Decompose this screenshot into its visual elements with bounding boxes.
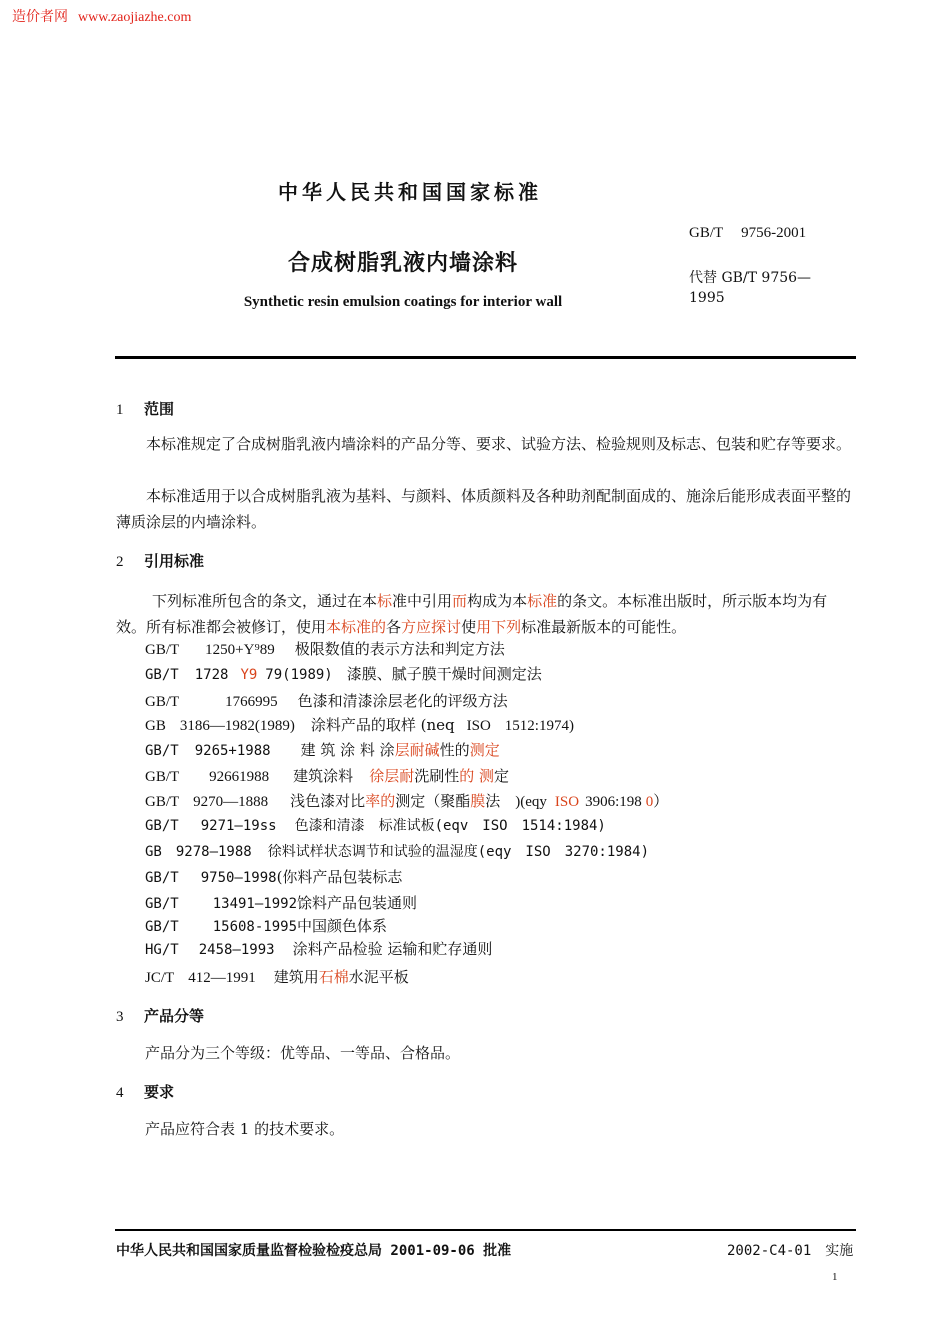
reference-title: 涂料产品检验 运输和贮存通则 bbox=[292, 940, 493, 958]
reference-title-highlight: 层耐碱 bbox=[394, 741, 440, 759]
reference-item bbox=[145, 638, 505, 659]
reference-item bbox=[145, 915, 387, 936]
reference-title: 色漆和清漆涂层老化的评级方法 bbox=[297, 692, 508, 710]
text-run: 各 bbox=[386, 618, 402, 636]
reference-title: 馀料产品包装通则 bbox=[297, 894, 418, 912]
reference-number-highlight: Y9 bbox=[240, 667, 258, 683]
highlight-run: 标准 bbox=[527, 592, 558, 610]
text-run: 的条文。本标准出版时，所示版本均为有效。所有标准都会被修订，使用 bbox=[116, 592, 828, 636]
reference-iso-highlight: 0 bbox=[645, 794, 654, 810]
reference-title: ） bbox=[653, 792, 669, 810]
page-number: 1 bbox=[832, 1271, 838, 1283]
reference-item bbox=[145, 938, 492, 959]
footer-divider bbox=[115, 1229, 856, 1231]
reference-code: GB/T bbox=[145, 919, 179, 935]
replaces-line-1: 代替 GB/T 9756— bbox=[689, 270, 812, 286]
reference-code: GB/T bbox=[145, 818, 179, 834]
reference-title: 极限数值的表示方法和判定方法 bbox=[294, 640, 505, 658]
reference-item bbox=[145, 892, 417, 913]
section-title: 引用标准 bbox=[144, 552, 205, 570]
reference-code: GB/T bbox=[145, 642, 180, 658]
reference-title: 测定（聚酯 bbox=[395, 792, 471, 810]
reference-number: 13491—1992 bbox=[212, 896, 298, 912]
section-heading-2 bbox=[116, 550, 204, 571]
reference-title-highlight: 的 测 bbox=[459, 767, 494, 785]
reference-code: GB/T bbox=[145, 794, 180, 810]
reference-number: 412—1991 bbox=[188, 970, 256, 986]
highlight-run: 用下列 bbox=[476, 618, 522, 636]
implementation-date: 2002-C4-01 实施 bbox=[727, 1243, 854, 1259]
reference-number: 79(1989) bbox=[265, 667, 333, 683]
approval-statement: 中华人民共和国国家质量监督检验检疫总局 2001-09-06 批准 bbox=[116, 1243, 512, 1259]
reference-number: 1250+Y⁹89 bbox=[205, 642, 275, 658]
standard-number: 9756-2001 bbox=[741, 225, 807, 241]
references-intro-paragraph bbox=[116, 588, 856, 640]
reference-number: 15608-1995 bbox=[212, 919, 298, 935]
watermark-url[interactable]: www.zaojiazhe.com bbox=[78, 10, 192, 25]
section-heading-1 bbox=[116, 398, 174, 419]
reference-code: GB/T bbox=[145, 870, 179, 886]
reference-code: GB/T bbox=[145, 896, 179, 912]
reference-item bbox=[145, 815, 606, 835]
section-number: 2 bbox=[116, 554, 124, 570]
reference-code: GB/T bbox=[145, 667, 179, 683]
reference-title: 色漆和清漆 标准试板(eqv ISO 1514:1984) bbox=[294, 818, 606, 834]
section-title: 范围 bbox=[144, 400, 175, 418]
reference-number: 1766995 bbox=[225, 694, 278, 710]
reference-title: 漆膜、腻子膜干燥时间测定法 bbox=[346, 665, 542, 683]
reference-code: JC/T bbox=[145, 970, 175, 986]
reference-number: 9271—19ss bbox=[200, 818, 277, 834]
document-title: 合成树脂乳液内墙涂料 bbox=[287, 251, 518, 276]
reference-item bbox=[145, 765, 509, 786]
reference-title: 徐料试样状态调节和试验的温湿度(eqy ISO 3270:1984) bbox=[267, 844, 650, 860]
reference-code: GB/T bbox=[145, 769, 180, 785]
watermark bbox=[12, 6, 191, 26]
section-number: 1 bbox=[116, 402, 124, 418]
standard-code bbox=[689, 225, 806, 242]
section-heading-3 bbox=[116, 1005, 204, 1026]
reference-iso-number: 1512:1974) bbox=[504, 718, 574, 734]
reference-number: 92661988 bbox=[209, 769, 270, 785]
reference-code: GB/T bbox=[145, 694, 180, 710]
highlight-run: 方应探讨 bbox=[401, 618, 462, 636]
reference-title-highlight: 徐层耐 bbox=[369, 767, 415, 785]
reference-code: GB bbox=[145, 718, 166, 734]
header-divider bbox=[115, 356, 856, 359]
reference-title: 水泥平板 bbox=[348, 968, 409, 986]
reference-title: 建筑涂料 bbox=[293, 767, 354, 785]
text-run: 下列标准所包含的条文，通过在本 bbox=[152, 592, 378, 610]
requirements-paragraph: 产品应符合表 1 的技术要求。 bbox=[145, 1120, 345, 1138]
reference-number: 3186—1982(1989) bbox=[179, 718, 295, 734]
highlight-run: 本标准的 bbox=[326, 618, 387, 636]
org-title: 中华人民共和国国家标准 bbox=[278, 180, 542, 204]
reference-title: 法 )(eqy bbox=[485, 794, 547, 810]
highlight-run: 标 bbox=[377, 592, 393, 610]
reference-number: 9278—1988 bbox=[175, 844, 252, 860]
reference-title: 涂料产品的取样 (neq bbox=[310, 716, 455, 734]
text-run: 使 bbox=[461, 618, 477, 636]
reference-title: 中国颜色体系 bbox=[297, 917, 388, 935]
reference-item bbox=[145, 690, 508, 711]
reference-title-highlight: 率的 bbox=[365, 792, 396, 810]
reference-number: 2458—1993 bbox=[198, 942, 275, 958]
section-title: 产品分等 bbox=[144, 1007, 205, 1025]
document-title-english: Synthetic resin emulsion coatings for interior wall bbox=[243, 294, 563, 310]
text-run: 标准最新版本的可能性。 bbox=[521, 618, 687, 636]
reference-title: 浅色漆对比 bbox=[290, 792, 366, 810]
reference-title: 洗刷性 bbox=[414, 767, 460, 785]
reference-title-highlight: 测定 bbox=[469, 741, 500, 759]
reference-title: 建 筑 涂 料 涂 bbox=[300, 741, 395, 759]
text-run: 准中引用 bbox=[392, 592, 453, 610]
reference-title: 定 bbox=[494, 767, 510, 785]
reference-number: 1728 bbox=[194, 667, 229, 683]
replaces-line-2: 1995 bbox=[689, 290, 725, 306]
text-run: 构成为本 bbox=[467, 592, 528, 610]
grading-paragraph: 产品分为三个等级：优等品、一等品、合格品。 bbox=[145, 1044, 461, 1062]
reference-number: 9270—1888 bbox=[193, 794, 269, 810]
reference-code: GB/T bbox=[145, 743, 179, 759]
reference-iso-number: 3906:198 bbox=[585, 794, 642, 810]
section-number: 4 bbox=[116, 1085, 124, 1101]
reference-title: 性的 bbox=[439, 741, 470, 759]
reference-title-highlight: 膜 bbox=[470, 792, 486, 810]
reference-item bbox=[145, 790, 668, 811]
watermark-site: 造价者网 bbox=[12, 10, 68, 25]
reference-title: 建筑用 bbox=[273, 968, 319, 986]
standard-prefix: GB/T bbox=[689, 225, 724, 241]
reference-code: GB bbox=[145, 844, 162, 860]
section-title: 要求 bbox=[144, 1083, 175, 1101]
scope-paragraph-1: 本标准规定了合成树脂乳液内墙涂料的产品分等、要求、试验方法、检验规则及标志、包装和贮存等要求。 bbox=[146, 435, 852, 453]
reference-title: (你料产品包装标志 bbox=[276, 868, 403, 886]
reference-number: 9265+1988 bbox=[194, 743, 271, 759]
reference-iso-highlight: ISO bbox=[554, 794, 580, 810]
reference-item bbox=[145, 714, 574, 735]
reference-item bbox=[145, 866, 402, 887]
reference-iso: ISO bbox=[466, 718, 491, 734]
reference-item bbox=[145, 739, 500, 760]
reference-title-highlight: 石棉 bbox=[318, 968, 349, 986]
section-number: 3 bbox=[116, 1009, 124, 1025]
highlight-run: 而 bbox=[452, 592, 468, 610]
reference-number: 9750—1998 bbox=[200, 870, 277, 886]
section-heading-4 bbox=[116, 1081, 174, 1102]
reference-item bbox=[145, 663, 542, 684]
reference-item bbox=[145, 966, 409, 987]
scope-paragraph-2: 本标准适用于以合成树脂乳液为基料、与颜料、体质颜料及各种助剂配制面成的、施涂后能形成表面平整的薄质涂层的内墙涂料。 bbox=[116, 487, 852, 531]
reference-code: HG/T bbox=[145, 942, 179, 958]
reference-item bbox=[145, 841, 649, 861]
